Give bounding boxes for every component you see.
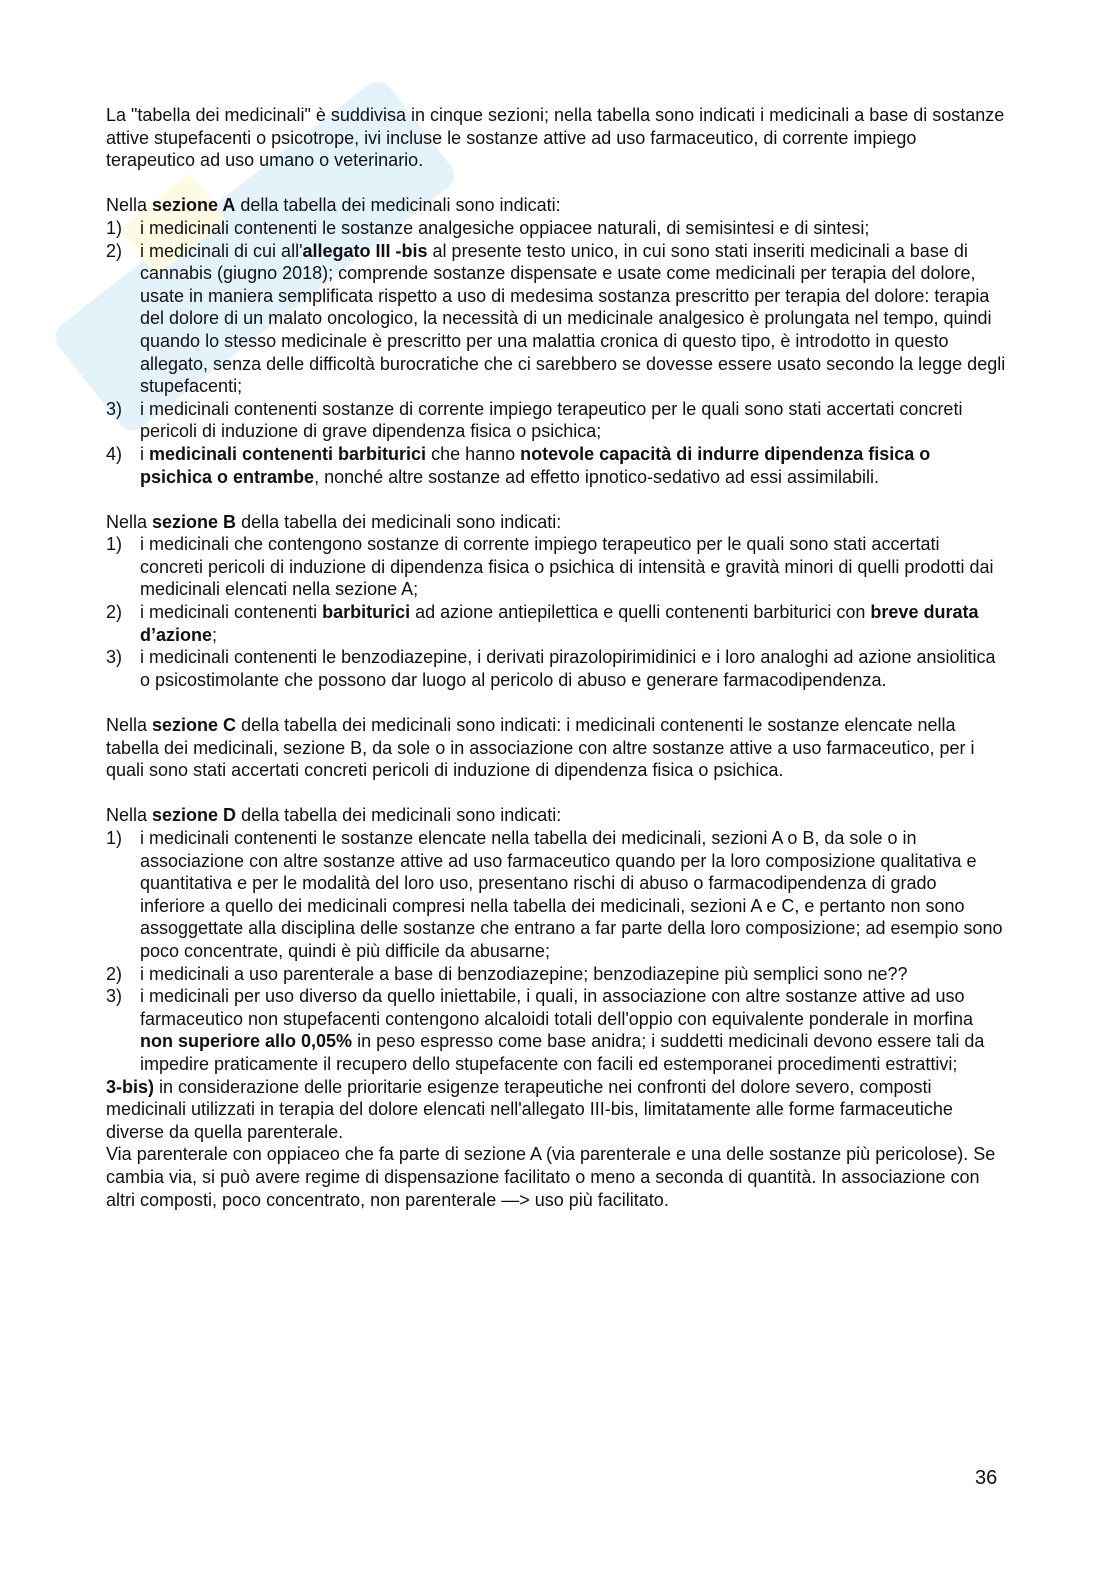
list-item: 1) i medicinali contenenti le sostanze analgesiche oppiacee naturali, di semisintesi e di sintesi; [106, 217, 870, 238]
page-number: 36 [975, 1467, 998, 1489]
list-item: 2) i medicinali di cui all'allegato III -bis al presente testo unico, in cui sono stati inseriti medicinali a base di cannabis (giugno 2018); comprende sostanze dispensate e usate come medicinali per terapia del dolore, usate in maniera semplificata rispetto a uso di medesima sostanza prescritto per terapia del dolore: terapia del dolore di un malato oncologico, la necessità di un medicinale analgesico è prolungata nel tempo, quindi quando lo stesso medicinale è prescritto per una malattia cronica di questo tipo, è introdotto in questo allegato, senza delle difficoltà burocratiche che ci sarebbero se dovesse essere usato secondo la legge degli stupefacenti; [106, 240, 1006, 397]
list-item: 1) i medicinali contenenti le sostanze elencate nella tabella dei medicinali, sezioni A o B, da sole o in associazione con altre sostanze attive ad uso farmaceutico quando per la loro composizione qualitativa e quantitativa e per le modalità del loro uso, presentano rischi di abuso o farmacodipendenza di grado inferiore a quello dei medicinali compresi nella tabella dei medicinali, sezioni A e C, e pertanto non sono assoggettate alla disciplina delle sostanze che entrano a far parte della loro composizione; ad esempio sono poco concentrate, quindi è più difficile da abusarne; [106, 828, 1003, 961]
section-d-heading: Nella sezione D della tabella dei medicinali sono indicati: [106, 805, 562, 826]
intro-paragraph: La "tabella dei medicinali" è suddivisa in cinque sezioni; nella tabella sono indicati i medicinali a base di sostanze attive stupefacenti o psicotrope, ivi incluse le sostanze attive ad uso farmaceutico, di corrente impiego terapeutico ad uso umano o veterinario. [106, 105, 1005, 171]
section-a-list [106, 217, 1006, 488]
list-item: 4) i medicinali contenenti barbiturici che hanno notevole capacità di indurre dipendenza fisica o psichica o entrambe, nonché altre sostanze ad effetto ipnotico-sedativo ad essi assimilabili. [106, 443, 931, 487]
section-b-heading: Nella sezione B della tabella dei medicinali sono indicati: [106, 511, 562, 532]
list-item: 3) i medicinali contenenti sostanze di corrente impiego terapeutico per le quali sono stati accertati concreti pericoli di induzione di grave dipendenza fisica o psichica; [106, 398, 963, 442]
section-d-list [106, 827, 1006, 1076]
page-content [106, 104, 1006, 1211]
section-d-3bis: 3-bis) in considerazione delle prioritarie esigenze terapeutiche nei confronti del dolore severo, composti medicinali utilizzati in terapia del dolore elencati nell'allegato III-bis, limitatamente alle forme farmaceutiche diverse da quella parenterale. [106, 1076, 953, 1142]
list-item: 2) i medicinali contenenti barbiturici ad azione antiepilettica e quelli contenenti barbiturici con breve durata d’azione; [106, 602, 979, 645]
list-item: 3) i medicinali contenenti le benzodiazepine, i derivati pirazolopirimidinici e i loro analoghi ad azione ansiolitica o psicostimolante che possono dar luogo al pericolo di abuso e generare farmacodipendenza. [106, 647, 996, 690]
section-b-list [106, 533, 1006, 691]
list-item: 2) i medicinali a uso parenterale a base di benzodiazepine; benzodiazepine più semplici sono ne?? [106, 963, 908, 984]
list-item: 1) i medicinali che contengono sostanze di corrente impiego terapeutico per le quali sono stati accertati concreti pericoli di induzione di dipendenza fisica o psichica di intensità e gravità minori di quelli prodotti dai medicinali elencati nella sezione A; [106, 534, 994, 600]
list-item: 3) i medicinali per uso diverso da quello iniettabile, i quali, in associazione con altre sostanze attive ad uso farmaceutico non stupefacenti contengono alcaloidi totali dell'oppio con equivalente ponderale in morfina non superiore allo 0,05% in peso espresso come base anidra; i suddetti medicinali devono essere tali da impedire praticamente il recupero dello stupefacente con facili ed estemporanei procedimenti estrattivi; [106, 986, 985, 1074]
section-c-paragraph: Nella sezione C della tabella dei medicinali sono indicati: i medicinali contenenti le sostanze elencate nella tabella dei medicinali, sezione B, da sole o in associazione con altre sostanze attive a uso farmaceutico, per i quali sono stati accertati concreti pericoli di induzione di dipendenza fisica o psichica. [106, 715, 975, 781]
section-d-note: Via parenterale con oppiaceo che fa parte di sezione A (via parenterale e una delle sostanze più pericolose). Se cambia via, si può avere regime di dispensazione facilitato o meno a seconda di quantità. In associazione con altri composti, poco concentrato, non parenterale —> uso più facilitato. [106, 1144, 996, 1210]
section-a-heading: Nella sezione A della tabella dei medicinali sono indicati: [106, 195, 561, 216]
